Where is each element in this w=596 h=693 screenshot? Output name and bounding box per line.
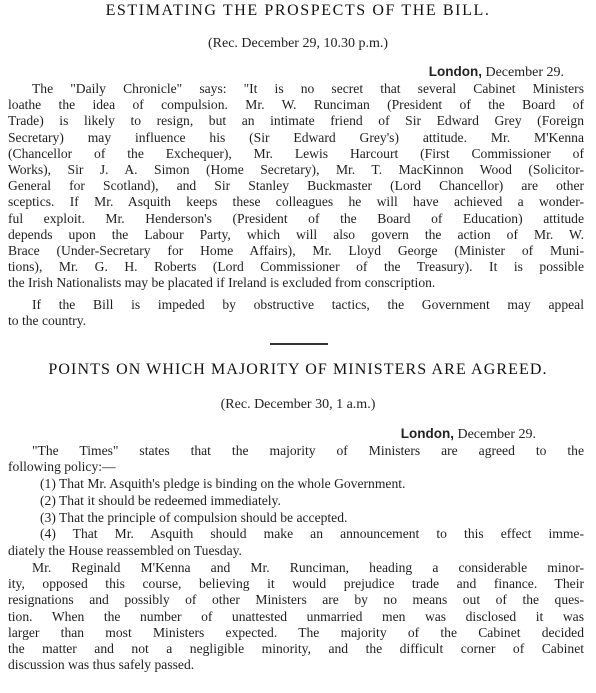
- text-line: tion. When the number of unattested unmarried men was disclosed it was: [8, 608, 584, 624]
- text-line: the Irish Nationalists may be placated if Ireland is excluded from conscription.: [8, 275, 436, 291]
- article1-received: (Rec. December 29, 10.30 p.m.): [208, 36, 388, 51]
- article2-headline: POINTS ON WHICH MAJORITY OF MINISTERS ARE AGREED.: [48, 361, 548, 378]
- article1-paragraph-2: [8, 297, 584, 329]
- article1-paragraph-1: [8, 81, 584, 292]
- article2-dateline-city: London,: [400, 426, 454, 441]
- policy-item-4-continuation: diately the House reassembled on Tuesday.: [8, 543, 242, 558]
- article2-dateline-date: December 29.: [457, 427, 536, 442]
- text-line: (Chancellor of the Exchequer), Mr. Lewis Harcourt (First Commissioner of: [8, 145, 584, 161]
- text-line: Works), Sir J. A. Simon (Home Secretary), Mr. T. MacKinnon Wood (Solicitor-: [8, 162, 584, 178]
- text-line: sceptics. If Mr. Asquith keeps these colleagues he will have achieved a wonder-: [8, 194, 584, 210]
- text-line: Brace (Under-Secretary for Home Affairs), Mr. Lloyd George (Minister of Muni-: [8, 243, 584, 259]
- article1-dateline: [429, 64, 564, 81]
- policy-item-2: (2) That it should be redeemed immediately.: [40, 493, 281, 508]
- text-line: the matter and not a negligible minority, and the difficult corner of Cabinet: [8, 641, 584, 657]
- article2-paragraph: [8, 560, 584, 673]
- article2-dateline: [401, 426, 536, 443]
- text-line: "The Times" states that the majority of Ministers are agreed to the: [32, 443, 584, 458]
- article1-headline: ESTIMATING THE PROSPECTS OF THE BILL.: [105, 2, 491, 19]
- text-line: Mr. Reginald M'Kenna and Mr. Runciman, heading a considerable minor-: [32, 560, 584, 575]
- text-line: ity, opposed this course, believing it would prejudice trade and finance. Their: [8, 576, 584, 592]
- article1-dateline-date: December 29.: [485, 65, 564, 80]
- text-line: Secretary) may influence his (Sir Edward Grey's) attitude. Mr. M'Kenna: [8, 129, 584, 145]
- text-line: ful exploit. Mr. Henderson's (President of the Board of Education) attitude: [8, 210, 584, 226]
- text-line: General for Scotland), and Sir Stanley Buckmaster (Lord Chancellor) are other: [8, 178, 584, 194]
- policy-item-4-text: (4) That Mr. Asquith should make an announcement to this effect imme-: [40, 526, 584, 541]
- text-line: loathe the idea of compulsion. Mr. W. Runciman (President of the Board of: [8, 97, 584, 113]
- text-line: to the country.: [8, 313, 87, 329]
- policy-item-3: (3) That the principle of compulsion should be accepted.: [40, 510, 348, 525]
- text-line: following policy:—: [8, 459, 116, 475]
- policy-item-4: [40, 526, 584, 542]
- policy-item-1: (1) That Mr. Asquith's pledge is binding on the whole Government.: [40, 476, 406, 491]
- article2-intro: [8, 443, 584, 475]
- text-line: resignations and possibly of other Ministers are by no means out of the ques-: [8, 592, 584, 608]
- text-line: The "Daily Chronicle" says: "It is no secret that several Cabinet Ministers: [32, 81, 584, 96]
- section-divider: [270, 343, 328, 345]
- text-line: If the Bill is impeded by obstructive tactics, the Government may appeal: [32, 297, 584, 312]
- text-line: depends upon the Labour Party, which will also govern the action of Mr. W.: [8, 226, 584, 242]
- article1-dateline-city: London,: [428, 64, 482, 79]
- text-line: Trade) is likely to resign, but an intimate friend of Sir Edward Grey (Foreign: [8, 113, 584, 129]
- text-line: discussion was thus safely passed.: [8, 657, 195, 673]
- text-line: tions), Mr. G. H. Roberts (Lord Commissioner of the Treasury). It is possible: [8, 259, 584, 275]
- text-line: larger than most Ministers expected. The majority of the Cabinet decided: [8, 624, 584, 640]
- article2-received: (Rec. December 30, 1 a.m.): [220, 397, 376, 412]
